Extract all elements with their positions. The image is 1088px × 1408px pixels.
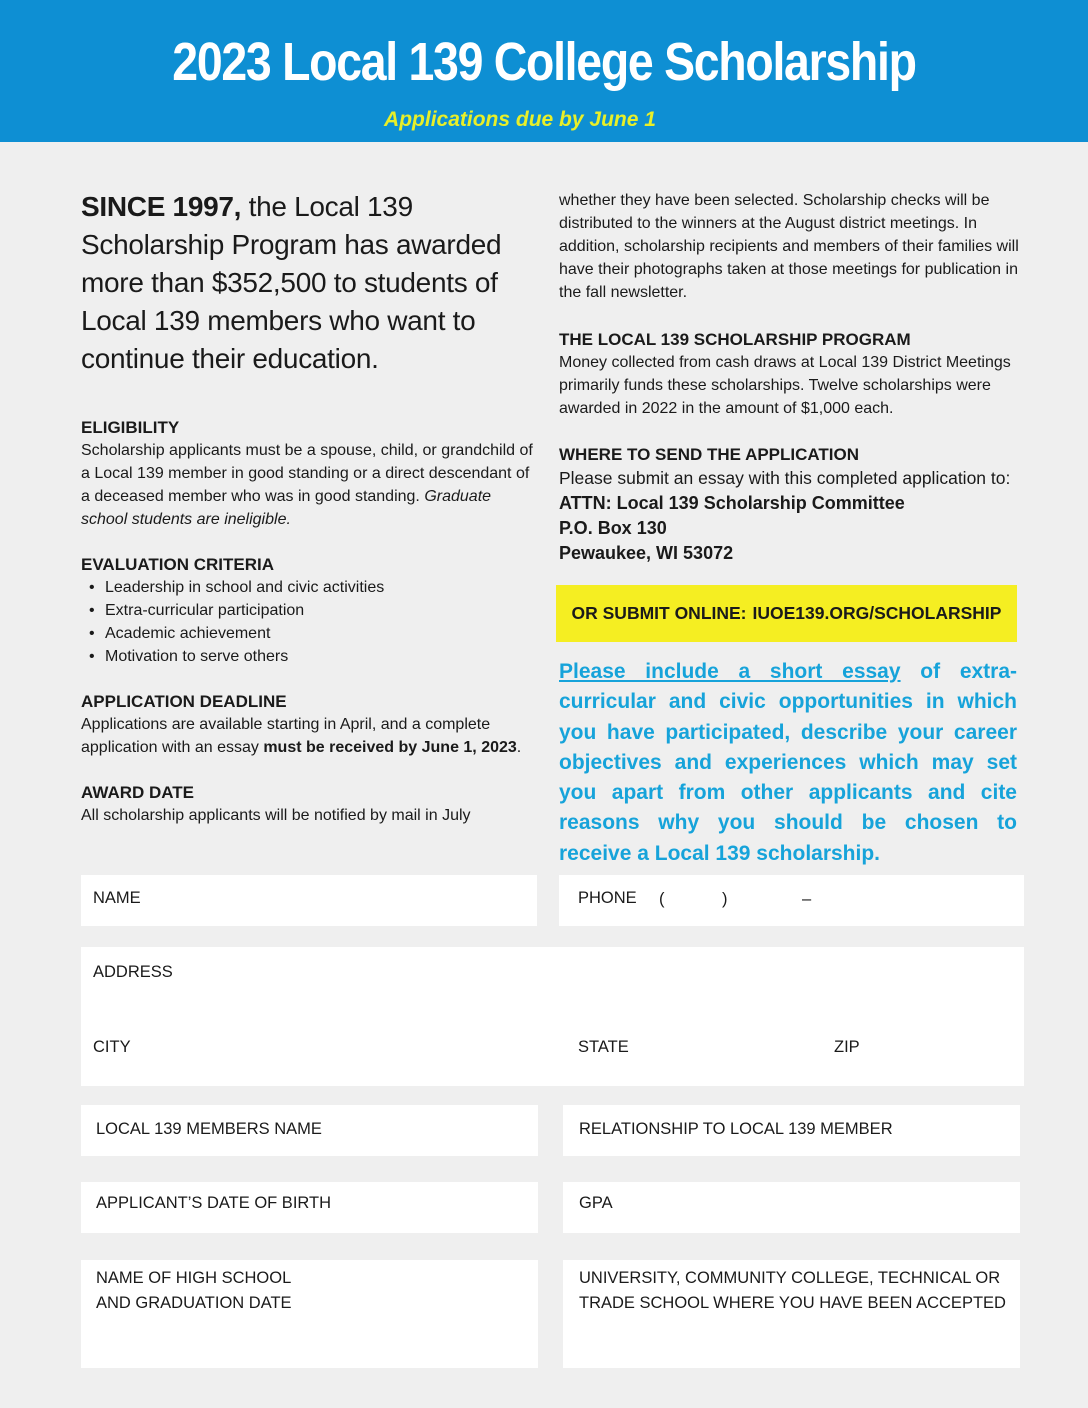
submit-online-box bbox=[556, 585, 1017, 642]
submit-online-link[interactable]: IUOE139.ORG/SCHOLARSHIP bbox=[752, 603, 1002, 623]
send-section bbox=[559, 443, 1019, 566]
intro-paragraph bbox=[81, 188, 541, 378]
mailing-address bbox=[559, 491, 1019, 566]
deadline-end: . bbox=[516, 739, 522, 756]
gpa-field[interactable] bbox=[563, 1182, 1020, 1233]
award-heading: AWARD DATE bbox=[81, 783, 195, 802]
award-text: All scholarship applicants will be notified by mail in July bbox=[81, 807, 471, 824]
high-school-label: NAME OF HIGH SCHOOL bbox=[96, 1269, 292, 1287]
header-banner bbox=[0, 0, 1088, 142]
address-label: ADDRESS bbox=[93, 963, 173, 981]
intro-lead: SINCE 1997, bbox=[81, 191, 242, 222]
send-intro: Please submit an essay with this completed application to: bbox=[559, 468, 1011, 488]
dob-label: APPLICANT’S DATE OF BIRTH bbox=[96, 1194, 332, 1212]
deadline-heading: APPLICATION DEADLINE bbox=[81, 692, 287, 711]
eligibility-section bbox=[81, 416, 541, 531]
submit-online-label: OR SUBMIT ONLINE: bbox=[571, 603, 747, 623]
essay-text: of extra-curricular and civic opportunities in which you have participated, describe your career objectives and experiences which may set you apart from other applicants and cite reasons why you should be chosen to receive a Local 139 scholarship. bbox=[559, 660, 1018, 865]
name-field[interactable] bbox=[81, 875, 537, 926]
gpa-label: GPA bbox=[579, 1194, 613, 1212]
address-field[interactable] bbox=[81, 947, 1024, 1086]
program-text: Money collected from cash draws at Local 139 District Meetings primarily funds these scholarships. Twelve scholarships were awarded in 2022 in the amount of $1,000 each. bbox=[559, 354, 1011, 417]
graduation-date-label: AND GRADUATION DATE bbox=[96, 1294, 292, 1312]
award-section bbox=[81, 781, 541, 827]
college-label-line2: TRADE SCHOOL WHERE YOU HAVE BEEN ACCEPTED bbox=[579, 1294, 1006, 1312]
due-date-subtitle: Applications due by June 1 bbox=[384, 108, 656, 131]
send-heading: WHERE TO SEND THE APPLICATION bbox=[559, 445, 860, 464]
deadline-text bbox=[81, 713, 541, 759]
relationship-label: RELATIONSHIP TO LOCAL 139 MEMBER bbox=[579, 1120, 893, 1138]
college-label: UNIVERSITY, COMMUNITY COLLEGE, TECHNICAL OR bbox=[579, 1269, 1001, 1287]
program-section bbox=[559, 328, 1019, 420]
name-label: NAME bbox=[93, 889, 141, 907]
right-column bbox=[559, 189, 1019, 566]
phone-area-open: ( bbox=[659, 890, 665, 908]
eligibility-heading: ELIGIBILITY bbox=[81, 418, 180, 437]
intro-text: the Local 139 Scholarship Program has awarded more than $352,500 to students of Local 139 members who want to continue their education. bbox=[81, 191, 502, 374]
phone-area-close: ) bbox=[722, 890, 728, 908]
evaluation-section bbox=[81, 553, 541, 668]
page-title: 2023 Local 139 College Scholarship bbox=[172, 32, 916, 92]
zip-label: ZIP bbox=[834, 1038, 860, 1056]
essay-link[interactable]: Please include a short essay bbox=[559, 660, 901, 683]
list-item: • Extra-curricular participation bbox=[89, 599, 541, 622]
address-line: Pewaukee, WI 53072 bbox=[559, 543, 734, 563]
deadline-bold: must be received by June 1, 2023 bbox=[263, 739, 517, 756]
program-heading: THE LOCAL 139 SCHOLARSHIP PROGRAM bbox=[559, 330, 911, 349]
award-continued-text: whether they have been selected. Scholarship checks will be distributed to the winners at the August district meetings. In addition, scholarship recipients and members of their families will have their photographs taken at those meetings for publication in the fall newsletter. bbox=[559, 192, 1019, 301]
criteria-list bbox=[81, 576, 541, 668]
address-line: ATTN: Local 139 Scholarship Committee bbox=[559, 493, 905, 513]
state-label: STATE bbox=[578, 1038, 629, 1056]
address-line: P.O. Box 130 bbox=[559, 518, 667, 538]
eligibility-text bbox=[81, 439, 541, 531]
eligibility-note: Graduate school students are ineligible. bbox=[81, 488, 492, 528]
phone-dash: – bbox=[802, 890, 812, 908]
city-label: CITY bbox=[93, 1038, 131, 1056]
eligibility-body: Scholarship applicants must be a spouse, child, or grandchild of a Local 139 member in good standing or a direct descendant of a deceased member who was in good standing. bbox=[81, 442, 533, 505]
deadline-section bbox=[81, 690, 541, 759]
list-item: • Academic achievement bbox=[89, 622, 541, 645]
essay-instructions bbox=[559, 657, 1017, 869]
list-item: • Motivation to serve others bbox=[89, 645, 541, 668]
evaluation-heading: EVALUATION CRITERIA bbox=[81, 555, 274, 574]
phone-label: PHONE bbox=[578, 889, 637, 907]
list-item: • Leadership in school and civic activities bbox=[89, 576, 541, 599]
deadline-body: Applications are available starting in April, and a complete application with an essay bbox=[81, 716, 491, 756]
member-name-label: LOCAL 139 MEMBERS NAME bbox=[96, 1120, 322, 1138]
left-column bbox=[81, 188, 541, 849]
